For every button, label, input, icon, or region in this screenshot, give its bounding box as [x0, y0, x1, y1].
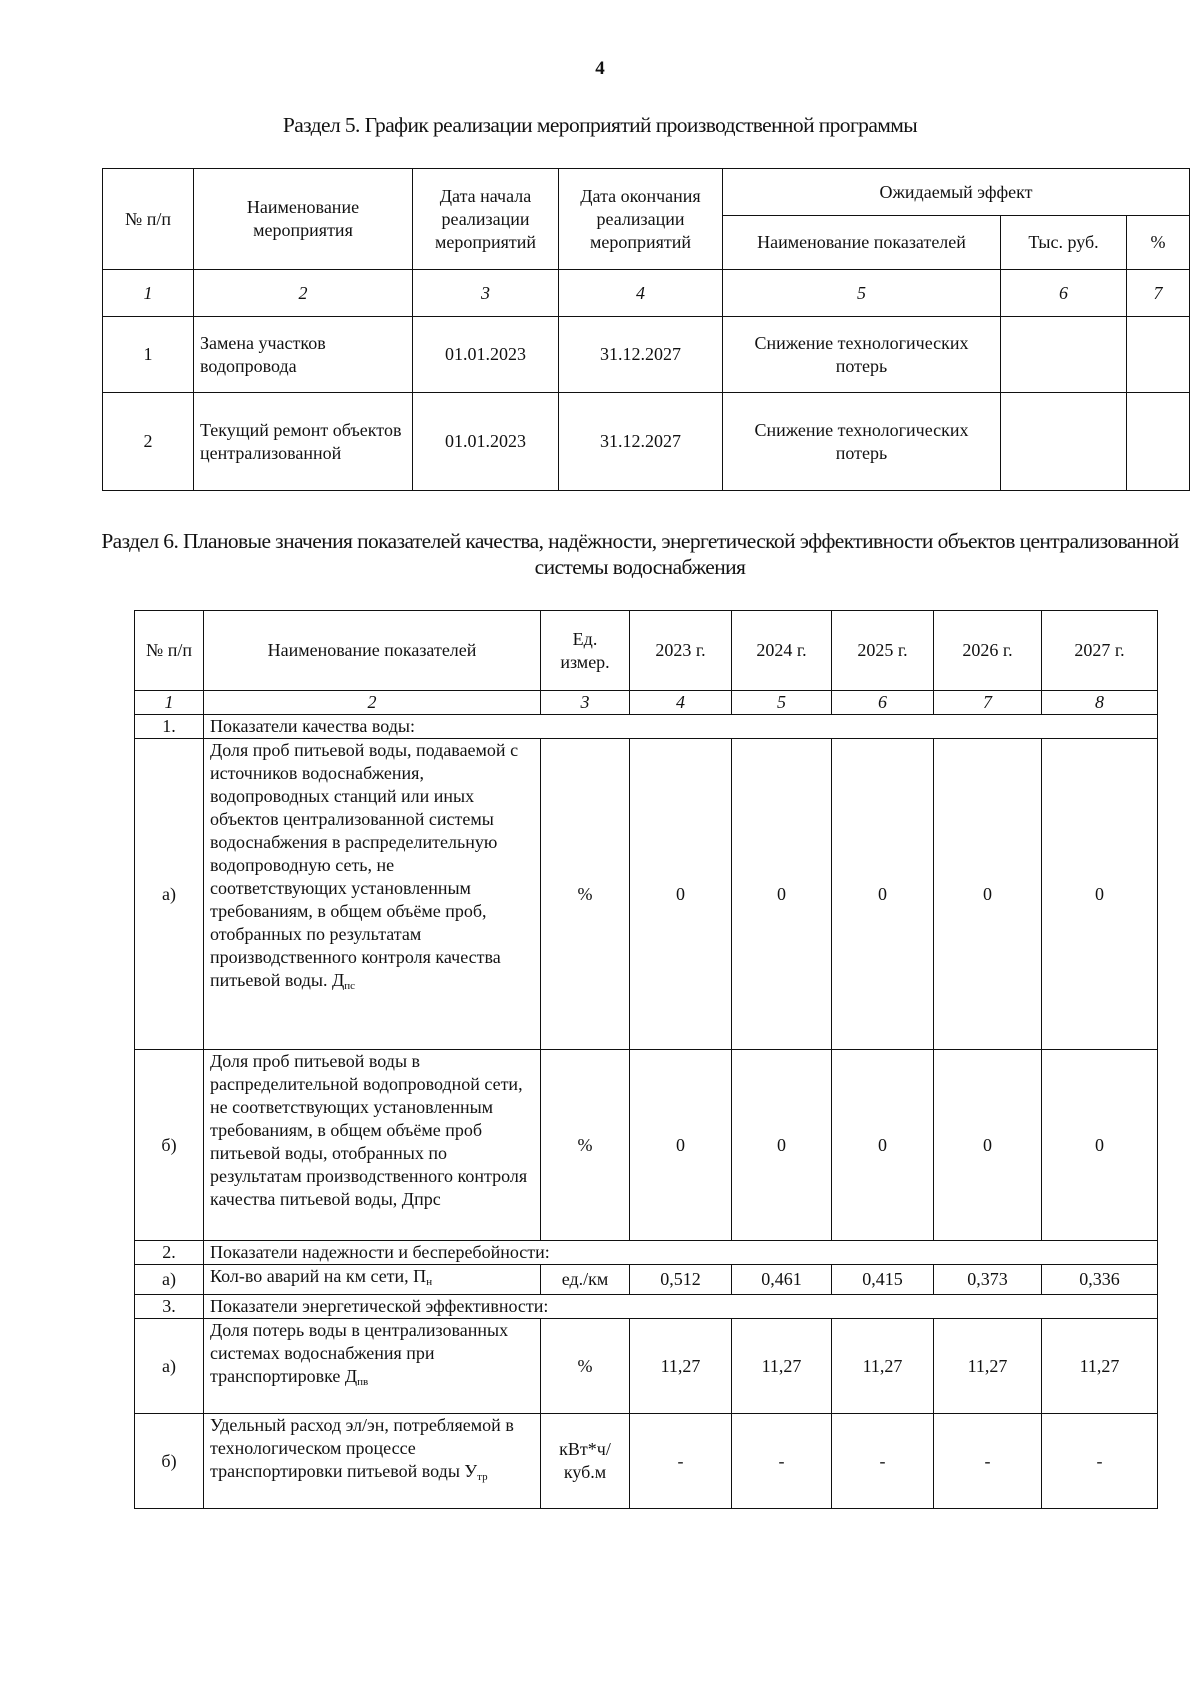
row-unit: %: [541, 1319, 630, 1414]
col-number: 5: [732, 691, 832, 715]
group-row: [135, 715, 1158, 739]
row-value: -: [732, 1414, 832, 1509]
group-row: [135, 1241, 1158, 1265]
col-number: 5: [723, 270, 1001, 317]
row-thousand: [1001, 393, 1127, 491]
row-value: 0,512: [630, 1265, 732, 1295]
group-title: Показатели надежности и бесперебойности:: [204, 1241, 1158, 1265]
header-num: № п/п: [135, 611, 204, 691]
row-num: 2: [103, 393, 194, 491]
row-value: -: [1042, 1414, 1158, 1509]
row-value: 0: [832, 1050, 934, 1241]
header-expected-effect: Ожидаемый эффект: [723, 169, 1190, 216]
col-number: 6: [1001, 270, 1127, 317]
row-end-date: 31.12.2027: [559, 393, 723, 491]
row-unit: кВт*ч/ куб.м: [541, 1414, 630, 1509]
col-number: 1: [103, 270, 194, 317]
row-start-date: 01.01.2023: [413, 317, 559, 393]
row-value: 0: [732, 1050, 832, 1241]
group-title: Показатели качества воды:: [204, 715, 1158, 739]
row-unit: %: [541, 739, 630, 1050]
row-value: 0,415: [832, 1265, 934, 1295]
table-row: [135, 1319, 1158, 1414]
row-end-date: 31.12.2027: [559, 317, 723, 393]
row-num: 1: [103, 317, 194, 393]
row-effect: Снижение технологических потерь: [723, 317, 1001, 393]
section5-table: [102, 168, 1190, 491]
row-value: -: [934, 1414, 1042, 1509]
col-number: 3: [541, 691, 630, 715]
row-value: 0,373: [934, 1265, 1042, 1295]
row-value: 0: [1042, 1050, 1158, 1241]
row-name: Замена участков водопровода: [194, 317, 413, 393]
group-num: 2.: [135, 1241, 204, 1265]
row-value: 11,27: [630, 1319, 732, 1414]
row-value: 11,27: [732, 1319, 832, 1414]
row-indicator: Кол-во аварий на км сети, $П_н$: [204, 1265, 541, 1295]
group-num: 3.: [135, 1295, 204, 1319]
row-value: 0: [630, 739, 732, 1050]
table-row: [135, 1265, 1158, 1295]
group-row: [135, 1295, 1158, 1319]
group-num: 1.: [135, 715, 204, 739]
col-number: 2: [204, 691, 541, 715]
row-effect: Снижение технологических потерь: [723, 393, 1001, 491]
row-value: 0: [934, 739, 1042, 1050]
row-num: а): [135, 1319, 204, 1414]
col-number: 7: [934, 691, 1042, 715]
table-row: [135, 1050, 1158, 1241]
header-year: 2023 г.: [630, 611, 732, 691]
row-unit: ед./км: [541, 1265, 630, 1295]
row-thousand: [1001, 317, 1127, 393]
header-year: 2027 г.: [1042, 611, 1158, 691]
row-value: 0: [832, 739, 934, 1050]
col-number: 7: [1127, 270, 1190, 317]
header-name: Наименование мероприятия: [194, 169, 413, 270]
row-indicator: Удельный расход эл/эн, потребляемой в технологическом процессе транспортировки питьевой воды $У_{тр}$: [204, 1414, 541, 1509]
row-value: 0: [630, 1050, 732, 1241]
row-name: Текущий ремонт объектов централизованной: [194, 393, 413, 491]
section6-table: [134, 610, 1158, 1509]
header-indicator: Наименование показателей: [723, 216, 1001, 270]
header-indicator: Наименование показателей: [204, 611, 541, 691]
row-unit: %: [541, 1050, 630, 1241]
col-number: 8: [1042, 691, 1158, 715]
col-number: 2: [194, 270, 413, 317]
header-year: 2025 г.: [832, 611, 934, 691]
row-value: -: [832, 1414, 934, 1509]
header-start-date: Дата начала реализации мероприятий: [413, 169, 559, 270]
col-number: 6: [832, 691, 934, 715]
row-value: 11,27: [832, 1319, 934, 1414]
page-number: 4: [595, 58, 605, 79]
col-number: 3: [413, 270, 559, 317]
row-num: а): [135, 1265, 204, 1295]
row-num: а): [135, 739, 204, 1050]
row-start-date: 01.01.2023: [413, 393, 559, 491]
header-year: 2024 г.: [732, 611, 832, 691]
row-value: 0,336: [1042, 1265, 1158, 1295]
row-value: 0: [1042, 739, 1158, 1050]
row-indicator: Доля проб питьевой воды, подаваемой с источников водоснабжения, водопроводных станций или иных объектов централизованной системы водоснабжения в распределительную водопроводную сеть, не соответствующих установленным требованиям, в общем объёме проб, отобранных по результатам производственного контроля качества питьевой воды. $Д_{пс}$: [204, 739, 541, 1050]
row-value: 0,461: [732, 1265, 832, 1295]
header-percent: %: [1127, 216, 1190, 270]
group-title: Показатели энергетической эффективности:: [204, 1295, 1158, 1319]
row-indicator: Доля проб питьевой воды в распределительной водопроводной сети, не соответствующих установленным требованиям, в общем объёме проб питьевой воды, отобранных по результатам производственного контроля качества питьевой воды, Дпрс: [204, 1050, 541, 1241]
row-percent: [1127, 393, 1190, 491]
header-end-date: Дата окончания реализации мероприятий: [559, 169, 723, 270]
row-value: 0: [732, 739, 832, 1050]
section5-title: Раздел 5. График реализации мероприятий производственной программы: [282, 113, 918, 137]
header-thousand-rub: Тыс. руб.: [1001, 216, 1127, 270]
row-value: 0: [934, 1050, 1042, 1241]
table-row: [135, 1414, 1158, 1509]
header-year: 2026 г.: [934, 611, 1042, 691]
row-percent: [1127, 317, 1190, 393]
col-number: 1: [135, 691, 204, 715]
table-row: [103, 393, 1190, 491]
row-value: 11,27: [934, 1319, 1042, 1414]
row-value: -: [630, 1414, 732, 1509]
row-value: 11,27: [1042, 1319, 1158, 1414]
row-num: б): [135, 1414, 204, 1509]
section6-title: Раздел 6. Плановые значения показателей качества, надёжности, энергетической эффективности объектов централизованной системы водоснабжения: [101, 529, 1179, 579]
row-indicator: Доля потерь воды в централизованных системах водоснабжения при транспортировке $Д_{пв}$: [204, 1319, 541, 1414]
header-num: № п/п: [103, 169, 194, 270]
table-row: [103, 317, 1190, 393]
col-number: 4: [630, 691, 732, 715]
header-unit: Ед. измер.: [541, 611, 630, 691]
table-row: [135, 739, 1158, 1050]
row-num: б): [135, 1050, 204, 1241]
col-number: 4: [559, 270, 723, 317]
